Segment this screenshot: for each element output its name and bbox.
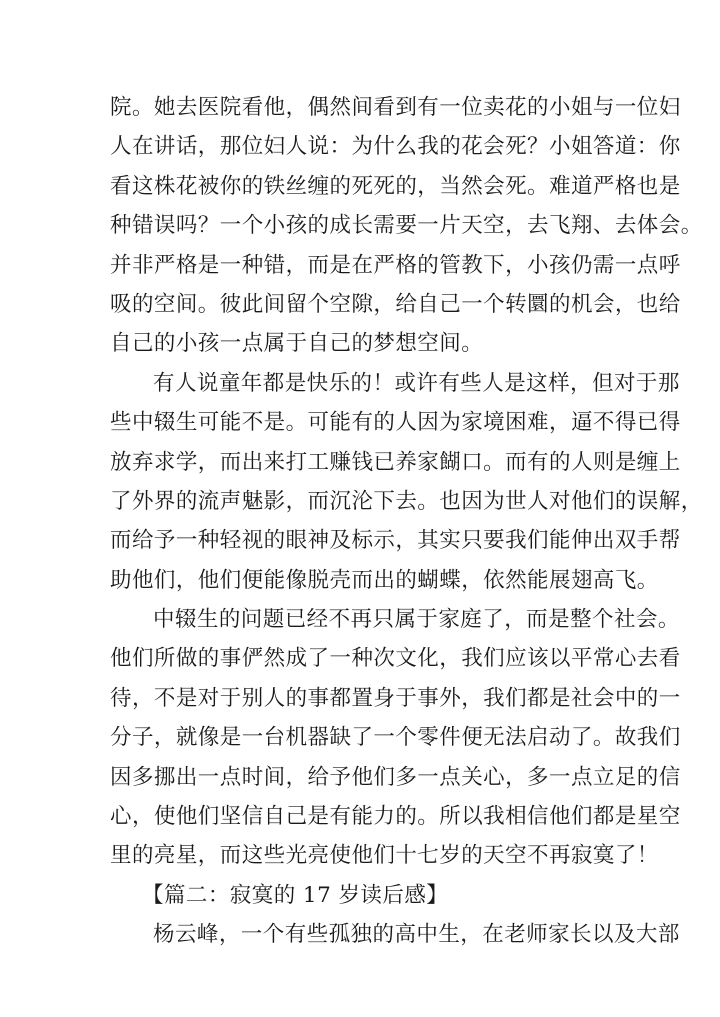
text-line: 因多挪出一点时间，给予他们多一点关心，多一点立足的信 — [110, 764, 681, 790]
paragraph-4 — [110, 915, 680, 954]
text-line: 吸的空间。彼此间留个空隙，给自己一个转圜的机会，也给 — [110, 291, 681, 317]
paragraph-2 — [110, 364, 703, 600]
text-line: 他们所做的事俨然成了一种次文化，我们应该以平常心去看 — [110, 646, 681, 672]
text-line: 而给予一种轻视的眼神及标示，其实只要我们能伸出双手帮 — [110, 528, 681, 554]
text-line: 并非严格是一种错，而是在严格的管教下，小孩仍需一点呼 — [110, 252, 681, 278]
text-line: 分子，就像是一台机器缺了一个零件便无法启动了。故我们 — [110, 725, 681, 751]
text-line: 待，不是对于别人的事都置身于事外，我们都是社会中的一 — [110, 685, 681, 711]
text-line: 杨云峰，一个有些孤独的高中生，在老师家长以及大部 — [153, 922, 680, 948]
text-line: 了外界的流声魅影，而沉沦下去。也因为世人对他们的误解， — [110, 488, 703, 514]
text-line: 院。她去医院看他，偶然间看到有一位卖花的小姐与一位妇 — [110, 95, 681, 120]
text-line: 放弃求学，而出来打工赚钱已养家餬口。而有的人则是缠上 — [110, 449, 681, 475]
text-line: 人在讲话，那位妇人说：为什么我的花会死？小姐答道：你 — [110, 134, 681, 160]
text-line: 看这株花被你的铁丝缠的死死的，当然会死。难道严格也是 — [110, 173, 681, 199]
text-line: 些中辍生可能不是。可能有的人因为家境困难，逼不得已得 — [110, 410, 681, 436]
text-line: 自己的小孩一点属于自己的梦想空间。 — [110, 331, 484, 357]
text-line: 助他们，他们便能像脱壳而出的蝴蝶，依然能展翅高飞。 — [110, 567, 659, 593]
text-line: 种错误吗？一个小孩的成长需要一片天空，去飞翔、去体会。 — [110, 213, 703, 239]
section-heading: 【篇二：寂寞的 17 岁读后感】 — [142, 882, 449, 908]
document-body — [110, 88, 703, 955]
text-line: 心，使他们坚信自己是有能力的。所以我相信他们都是星空 — [110, 804, 681, 830]
paragraph-3 — [110, 600, 681, 876]
text-line: 有人说童年都是快乐的！或许有些人是这样，但对于那 — [153, 370, 680, 396]
text-line: 中辍生的问题已经不再只属于家庭了，而是整个社会。 — [153, 607, 680, 633]
paragraph-1 — [110, 88, 703, 364]
text-line: 里的亮星，而这些光亮使他们十七岁的天空不再寂寞了！ — [110, 843, 659, 869]
